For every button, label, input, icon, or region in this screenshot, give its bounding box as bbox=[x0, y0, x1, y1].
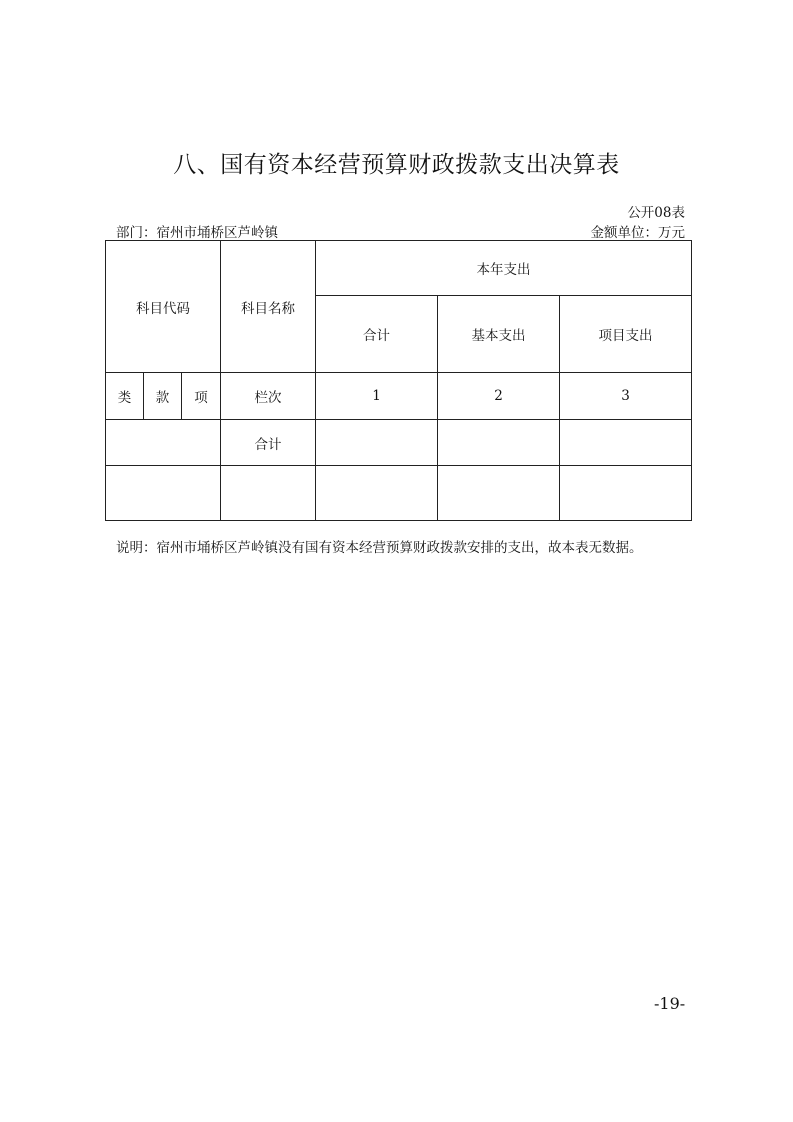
total-row-project-cell bbox=[560, 420, 692, 466]
expenditure-table bbox=[105, 240, 692, 521]
header-basic: 基本支出 bbox=[438, 296, 560, 373]
header-subject-code: 科目代码 bbox=[106, 241, 221, 373]
total-row-label: 合计 bbox=[221, 420, 316, 466]
department-label: 部门：宿州市埇桥区芦岭镇 bbox=[116, 225, 278, 241]
total-row bbox=[106, 420, 692, 466]
header-lei: 类 bbox=[106, 373, 144, 420]
column-index-row bbox=[106, 373, 692, 420]
empty-row-total-cell bbox=[316, 466, 438, 521]
total-row-code-cell bbox=[106, 420, 221, 466]
explanation-note: 说明：宿州市埇桥区芦岭镇没有国有资本经营预算财政拨款安排的支出，故本表无数据。 bbox=[116, 540, 643, 556]
header-project: 项目支出 bbox=[560, 296, 692, 373]
empty-row-basic-cell bbox=[438, 466, 560, 521]
header-kuan: 款 bbox=[144, 373, 182, 420]
column-number-3: 3 bbox=[560, 373, 692, 420]
empty-row-code-cell bbox=[106, 466, 221, 521]
column-number-1: 1 bbox=[316, 373, 438, 420]
empty-row-project-cell bbox=[560, 466, 692, 521]
total-row-total-cell bbox=[316, 420, 438, 466]
unit-label: 金额单位：万元 bbox=[590, 225, 685, 241]
header-subject-name: 科目名称 bbox=[221, 241, 316, 373]
form-code: 公开08表 bbox=[627, 205, 685, 221]
header-row-1 bbox=[106, 241, 692, 296]
header-lanci: 栏次 bbox=[221, 373, 316, 420]
header-total: 合计 bbox=[316, 296, 438, 373]
header-current-year: 本年支出 bbox=[316, 241, 692, 296]
empty-row-name-cell bbox=[221, 466, 316, 521]
column-number-2: 2 bbox=[438, 373, 560, 420]
page-number: -19- bbox=[654, 994, 686, 1013]
page-title: 八、国有资本经营预算财政拨款支出决算表 bbox=[173, 152, 620, 178]
empty-row bbox=[106, 466, 692, 521]
total-row-basic-cell bbox=[438, 420, 560, 466]
header-xiang: 项 bbox=[182, 373, 221, 420]
